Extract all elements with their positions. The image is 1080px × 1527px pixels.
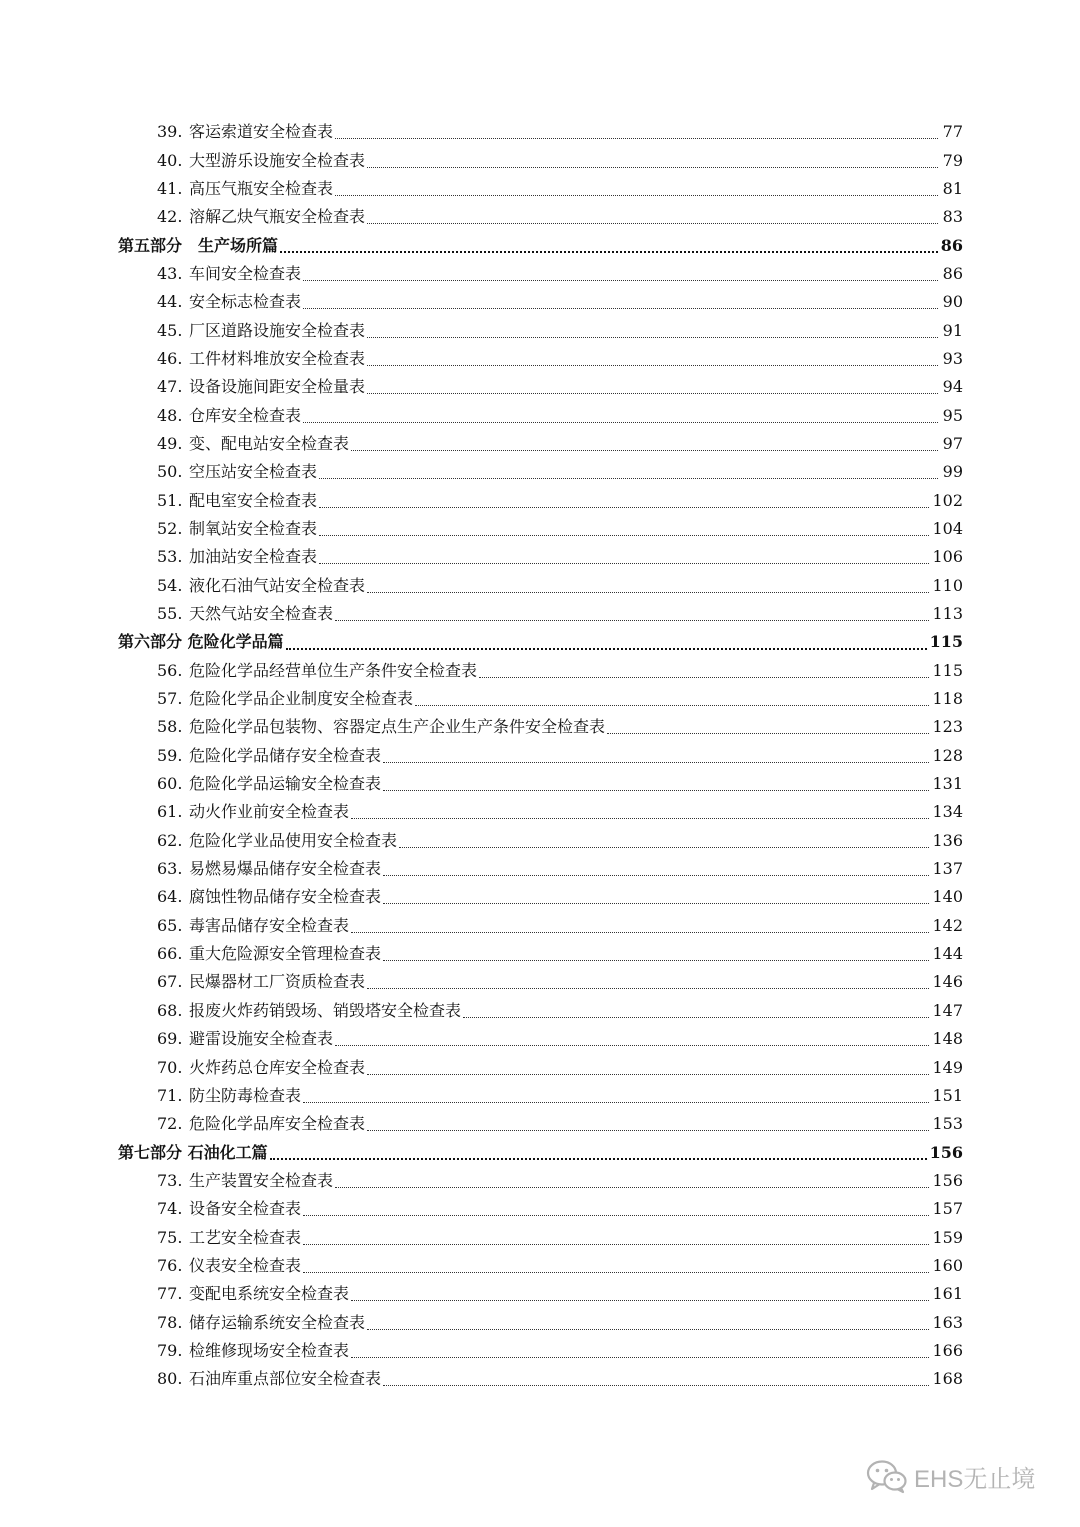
toc-entry-number: 77. bbox=[157, 1284, 183, 1304]
toc-entry-number: 39. bbox=[157, 122, 183, 142]
toc-entry[interactable] bbox=[118, 1025, 963, 1053]
toc-entry[interactable] bbox=[118, 1337, 963, 1365]
toc-page-number: 79 bbox=[942, 150, 963, 170]
toc-page-number: 115 bbox=[932, 660, 963, 680]
dot-leader bbox=[367, 222, 938, 224]
toc-entry[interactable] bbox=[118, 572, 963, 600]
dot-leader bbox=[335, 194, 938, 196]
dot-leader bbox=[367, 591, 929, 593]
dot-leader bbox=[335, 1186, 929, 1188]
toc-page-number: 140 bbox=[932, 887, 963, 907]
toc-entry-title: 液化石油气站安全检查表 bbox=[189, 575, 366, 595]
toc-page-number: 97 bbox=[942, 433, 963, 453]
toc-entry-title: 危险化学品运输安全检查表 bbox=[189, 774, 382, 794]
toc-entry-title: 天然气站安全检查表 bbox=[189, 604, 334, 624]
toc-entry-number: 72. bbox=[157, 1114, 183, 1134]
dot-leader bbox=[463, 1016, 929, 1018]
toc-entry-number: 73. bbox=[157, 1170, 183, 1190]
toc-page-number: 95 bbox=[942, 405, 963, 425]
toc-entry[interactable] bbox=[118, 1082, 963, 1110]
toc-entry-title: 检维修现场安全检查表 bbox=[189, 1340, 350, 1360]
toc-entry-title: 腐蚀性物品储存安全检查表 bbox=[189, 887, 382, 907]
dot-leader bbox=[383, 959, 929, 961]
toc-entry-title: 仪表安全检查表 bbox=[189, 1255, 302, 1275]
dot-leader bbox=[303, 1101, 929, 1103]
toc-page-number: 110 bbox=[932, 575, 963, 595]
toc-entry[interactable] bbox=[118, 373, 963, 401]
toc-page-number: 144 bbox=[932, 944, 963, 964]
toc-entry-number: 56. bbox=[157, 660, 183, 680]
toc-entry-title: 工艺安全检查表 bbox=[189, 1227, 302, 1247]
toc-page-number: 134 bbox=[932, 802, 963, 822]
watermark bbox=[866, 1456, 1035, 1496]
toc-entry-title: 危险化学品储存安全检查表 bbox=[189, 745, 382, 765]
toc-page-number: 151 bbox=[932, 1085, 963, 1105]
toc-entry-number: 69. bbox=[157, 1029, 183, 1049]
toc-entry-number: 66. bbox=[157, 944, 183, 964]
toc-entry[interactable] bbox=[118, 912, 963, 940]
toc-page-number: 77 bbox=[942, 122, 963, 142]
toc-page-number: 137 bbox=[932, 859, 963, 879]
toc-page-number: 161 bbox=[932, 1284, 963, 1304]
dot-leader bbox=[351, 1356, 929, 1358]
toc-entry-number: 63. bbox=[157, 859, 183, 879]
toc-entry-number: 55. bbox=[157, 604, 183, 624]
toc-section-heading[interactable] bbox=[118, 231, 963, 259]
dot-leader bbox=[367, 1328, 929, 1330]
toc-entry[interactable] bbox=[118, 600, 963, 628]
toc-page-number: 86 bbox=[942, 263, 963, 283]
toc-entry[interactable] bbox=[118, 997, 963, 1025]
toc-entry-number: 78. bbox=[157, 1312, 183, 1332]
toc-page-number: 147 bbox=[932, 1000, 963, 1020]
toc-page-number: 81 bbox=[942, 178, 963, 198]
toc-page-number: 86 bbox=[940, 235, 963, 255]
dot-leader bbox=[367, 392, 938, 394]
toc-entry-title: 危险化学品包装物、容器定点生产企业生产条件安全检查表 bbox=[189, 717, 606, 737]
dot-leader bbox=[335, 619, 929, 621]
toc-section-heading[interactable] bbox=[118, 628, 963, 656]
toc-entry[interactable] bbox=[118, 1223, 963, 1251]
toc-entry-number: 75. bbox=[157, 1227, 183, 1247]
toc-page-number: 156 bbox=[929, 1142, 963, 1162]
toc-entry-number: 64. bbox=[157, 887, 183, 907]
toc-entry-number: 45. bbox=[157, 320, 183, 340]
dot-leader bbox=[303, 1271, 929, 1273]
dot-leader bbox=[399, 846, 929, 848]
toc-entry-title: 危险化学品企业制度安全检查表 bbox=[189, 689, 414, 709]
toc-page-number: 136 bbox=[932, 830, 963, 850]
dot-leader bbox=[367, 1129, 929, 1131]
toc-entry-title: 报废火炸药销毁场、销毁塔安全检查表 bbox=[189, 1000, 462, 1020]
toc-entry-title: 民爆器材工厂资质检查表 bbox=[189, 972, 366, 992]
toc-entry-title: 生产装置安全检查表 bbox=[189, 1170, 334, 1190]
dot-leader bbox=[383, 1384, 929, 1386]
toc-page-number: 106 bbox=[932, 547, 963, 567]
toc-page-number: 168 bbox=[932, 1369, 963, 1389]
toc-entry[interactable] bbox=[118, 203, 963, 231]
dot-leader bbox=[351, 931, 929, 933]
toc-entry[interactable] bbox=[118, 458, 963, 486]
toc-entry[interactable] bbox=[118, 175, 963, 203]
toc-entry-title: 重大危险源安全管理检查表 bbox=[189, 944, 382, 964]
toc-entry-number: 49. bbox=[157, 433, 183, 453]
toc-entry-title: 易燃易爆品储存安全检查表 bbox=[189, 859, 382, 879]
toc-entry-title: 避雷设施安全检查表 bbox=[189, 1029, 334, 1049]
dot-leader bbox=[319, 506, 929, 508]
toc-entry-number: 46. bbox=[157, 348, 183, 368]
toc-entry[interactable] bbox=[118, 1308, 963, 1336]
toc-page-number: 156 bbox=[932, 1170, 963, 1190]
dot-leader bbox=[303, 421, 938, 423]
toc-page-number: 160 bbox=[932, 1255, 963, 1275]
toc-page-number: 146 bbox=[932, 972, 963, 992]
toc-page-number: 163 bbox=[932, 1312, 963, 1332]
toc-entry-number: 41. bbox=[157, 178, 183, 198]
dot-leader bbox=[367, 987, 929, 989]
toc-page-number: 157 bbox=[932, 1199, 963, 1219]
toc-entry-title: 厂区道路设施安全检查表 bbox=[189, 320, 366, 340]
toc-entry[interactable] bbox=[118, 1365, 963, 1393]
toc-entry[interactable] bbox=[118, 288, 963, 316]
toc-entry-number: 50. bbox=[157, 462, 183, 482]
toc-entry-number: 57. bbox=[157, 689, 183, 709]
toc-entry-number: 62. bbox=[157, 830, 183, 850]
toc-entry[interactable] bbox=[118, 486, 963, 514]
toc-entry-title: 火炸药总仓库安全检查表 bbox=[189, 1057, 366, 1077]
toc-entry-number: 61. bbox=[157, 802, 183, 822]
toc-entry-number: 68. bbox=[157, 1000, 183, 1020]
toc-entry[interactable] bbox=[118, 1195, 963, 1223]
toc-entry-title: 危险化学业品使用安全检查表 bbox=[189, 830, 398, 850]
dot-leader bbox=[351, 449, 938, 451]
toc-entry[interactable] bbox=[118, 657, 963, 685]
dot-leader bbox=[383, 902, 929, 904]
dot-leader bbox=[351, 1299, 929, 1301]
toc-entry[interactable] bbox=[118, 146, 963, 174]
toc-entry[interactable] bbox=[118, 260, 963, 288]
toc-entry-title: 配电室安全检查表 bbox=[189, 490, 318, 510]
toc-entry-title: 变、配电站安全检查表 bbox=[189, 433, 350, 453]
toc-entry[interactable] bbox=[118, 742, 963, 770]
toc-page-number: 153 bbox=[932, 1114, 963, 1134]
toc-entry-title: 危险化学品库安全检查表 bbox=[189, 1114, 366, 1134]
toc-entry-title: 毒害品储存安全检查表 bbox=[189, 915, 350, 935]
toc-page-number: 159 bbox=[932, 1227, 963, 1247]
toc-entry-number: 70. bbox=[157, 1057, 183, 1077]
dot-leader bbox=[319, 534, 929, 536]
toc-page-number: 149 bbox=[932, 1057, 963, 1077]
toc-entry-number: 74. bbox=[157, 1199, 183, 1219]
dot-leader bbox=[351, 817, 929, 819]
toc-entry[interactable] bbox=[118, 940, 963, 968]
toc-entry-number: 51. bbox=[157, 490, 183, 510]
toc-entry-number: 43. bbox=[157, 263, 183, 283]
toc-entry-number: 42. bbox=[157, 207, 183, 227]
watermark-text: EHS无止境 bbox=[914, 1465, 1036, 1493]
toc-entry-number: 47. bbox=[157, 377, 183, 397]
toc-page-number: 115 bbox=[929, 632, 963, 652]
toc-entry[interactable] bbox=[118, 1280, 963, 1308]
dot-leader bbox=[415, 704, 929, 706]
toc-entry-number: 65. bbox=[157, 915, 183, 935]
table-of-contents bbox=[118, 118, 963, 1393]
toc-page-number: 148 bbox=[932, 1029, 963, 1049]
toc-entry[interactable] bbox=[118, 770, 963, 798]
toc-entry-number: 48. bbox=[157, 405, 183, 425]
toc-entry-title: 危险化学品经营单位生产条件安全检查表 bbox=[189, 660, 478, 680]
toc-entry[interactable] bbox=[118, 1167, 963, 1195]
toc-entry-title: 变配电系统安全检查表 bbox=[189, 1284, 350, 1304]
dot-leader bbox=[383, 761, 929, 763]
dot-leader bbox=[383, 874, 929, 876]
toc-page-number: 142 bbox=[932, 915, 963, 935]
toc-entry[interactable] bbox=[118, 543, 963, 571]
toc-entry[interactable] bbox=[118, 827, 963, 855]
dot-leader bbox=[286, 647, 927, 650]
toc-entry-number: 80. bbox=[157, 1369, 183, 1389]
dot-leader bbox=[319, 562, 929, 564]
toc-page-number: 90 bbox=[942, 292, 963, 312]
dot-leader bbox=[319, 477, 938, 479]
toc-entry[interactable] bbox=[118, 316, 963, 344]
toc-entry-title: 安全标志检查表 bbox=[189, 292, 302, 312]
toc-page-number: 102 bbox=[932, 490, 963, 510]
toc-entry-title: 工件材料堆放安全检查表 bbox=[189, 348, 366, 368]
toc-page-number: 94 bbox=[942, 377, 963, 397]
toc-entry[interactable] bbox=[118, 430, 963, 458]
toc-entry[interactable] bbox=[118, 401, 963, 429]
toc-entry-number: 71. bbox=[157, 1085, 183, 1105]
dot-leader bbox=[335, 1044, 929, 1046]
toc-entry-number: 52. bbox=[157, 518, 183, 538]
toc-page-number: 99 bbox=[942, 462, 963, 482]
toc-entry-number: 40. bbox=[157, 150, 183, 170]
dot-leader bbox=[607, 732, 929, 734]
toc-entry-title: 高压气瓶安全检查表 bbox=[189, 178, 334, 198]
toc-entry-title: 石油库重点部位安全检查表 bbox=[189, 1369, 382, 1389]
toc-entry[interactable] bbox=[118, 685, 963, 713]
toc-entry[interactable] bbox=[118, 855, 963, 883]
toc-entry[interactable] bbox=[118, 883, 963, 911]
dot-leader bbox=[303, 279, 938, 281]
dot-leader bbox=[280, 250, 938, 253]
toc-entry-number: 58. bbox=[157, 717, 183, 737]
toc-page-number: 113 bbox=[932, 604, 963, 624]
toc-entry-number: 59. bbox=[157, 745, 183, 765]
dot-leader bbox=[367, 1073, 929, 1075]
dot-leader bbox=[367, 166, 938, 168]
toc-entry-title: 设备设施间距安全检量表 bbox=[189, 377, 366, 397]
dot-leader bbox=[303, 1214, 929, 1216]
toc-section-title: 第七部分 石油化工篇 bbox=[118, 1142, 268, 1162]
toc-entry-number: 54. bbox=[157, 575, 183, 595]
toc-page-number: 128 bbox=[932, 745, 963, 765]
toc-entry[interactable] bbox=[118, 1110, 963, 1138]
dot-leader bbox=[367, 336, 938, 338]
dot-leader bbox=[383, 789, 929, 791]
toc-entry-title: 车间安全检查表 bbox=[189, 263, 302, 283]
toc-section-title: 第六部分 危险化学品篇 bbox=[118, 632, 284, 652]
toc-entry-title: 仓库安全检查表 bbox=[189, 405, 302, 425]
toc-entry-title: 空压站安全检查表 bbox=[189, 462, 318, 482]
toc-entry-title: 客运索道安全检查表 bbox=[189, 122, 334, 142]
toc-entry-title: 溶解乙炔气瓶安全检查表 bbox=[189, 207, 366, 227]
toc-entry-title: 动火作业前安全检查表 bbox=[189, 802, 350, 822]
toc-entry-number: 67. bbox=[157, 972, 183, 992]
toc-entry[interactable] bbox=[118, 1053, 963, 1081]
toc-page-number: 93 bbox=[942, 348, 963, 368]
toc-page-number: 118 bbox=[932, 689, 963, 709]
toc-entry-title: 防尘防毒检查表 bbox=[189, 1085, 302, 1105]
toc-page-number: 131 bbox=[932, 774, 963, 794]
toc-entry-title: 制氧站安全检查表 bbox=[189, 518, 318, 538]
toc-page-number: 166 bbox=[932, 1340, 963, 1360]
toc-entry-title: 加油站安全检查表 bbox=[189, 547, 318, 567]
toc-section-heading[interactable] bbox=[118, 1138, 963, 1166]
toc-entry-number: 76. bbox=[157, 1255, 183, 1275]
toc-section-title: 第五部分 生产场所篇 bbox=[118, 235, 279, 255]
dot-leader bbox=[303, 307, 938, 309]
dot-leader bbox=[303, 1243, 929, 1245]
toc-entry[interactable] bbox=[118, 968, 963, 996]
toc-entry-number: 44. bbox=[157, 292, 183, 312]
toc-entry[interactable] bbox=[118, 1252, 963, 1280]
dot-leader bbox=[367, 364, 938, 366]
toc-page-number: 104 bbox=[932, 518, 963, 538]
dot-leader bbox=[335, 137, 938, 139]
toc-entry-title: 大型游乐设施安全检查表 bbox=[189, 150, 366, 170]
toc-entry-number: 60. bbox=[157, 774, 183, 794]
toc-entry[interactable] bbox=[118, 118, 963, 146]
toc-page-number: 91 bbox=[942, 320, 963, 340]
dot-leader bbox=[270, 1157, 927, 1160]
toc-entry[interactable] bbox=[118, 345, 963, 373]
toc-entry-number: 53. bbox=[157, 547, 183, 567]
toc-page-number: 123 bbox=[932, 717, 963, 737]
dot-leader bbox=[479, 676, 929, 678]
wechat-icon bbox=[866, 1458, 908, 1494]
toc-entry[interactable] bbox=[118, 713, 963, 741]
toc-entry-number: 79. bbox=[157, 1340, 183, 1360]
toc-page-number: 83 bbox=[942, 207, 963, 227]
toc-entry-title: 储存运输系统安全检查表 bbox=[189, 1312, 366, 1332]
toc-entry[interactable] bbox=[118, 515, 963, 543]
toc-entry[interactable] bbox=[118, 798, 963, 826]
toc-entry-title: 设备安全检查表 bbox=[189, 1199, 302, 1219]
